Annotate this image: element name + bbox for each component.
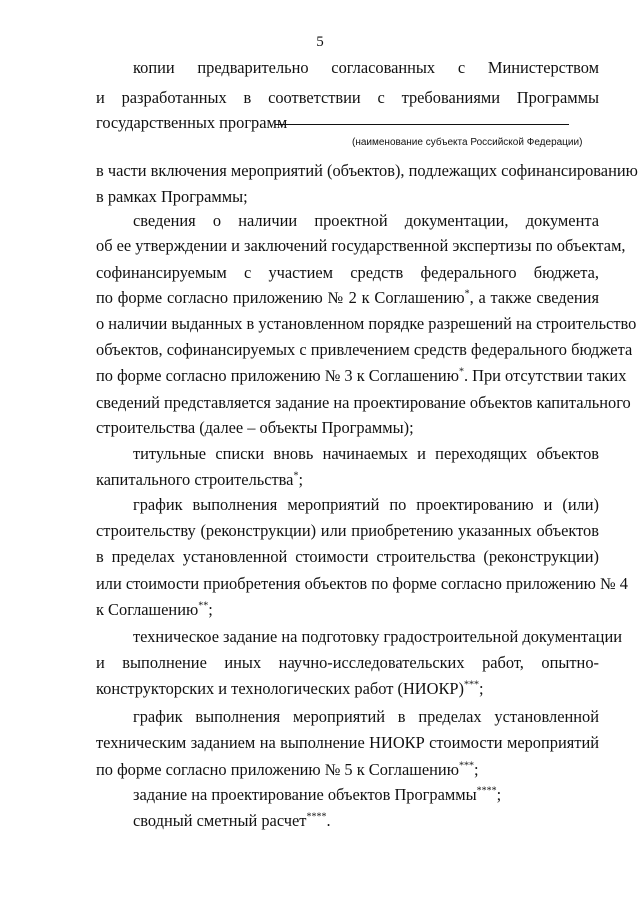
page-number: 5 — [316, 34, 324, 50]
text-line — [133, 785, 501, 805]
text-line: в части включения мероприятий (объектов), подлежащих софинансированию — [96, 161, 638, 180]
text-line: или стоимости приобретения объектов по форме согласно приложению № 4 — [96, 574, 628, 593]
text-segment: сводный сметный расчет — [133, 811, 307, 830]
text-line — [96, 470, 303, 490]
text-line — [96, 600, 213, 620]
text-segment: по форме согласно приложению № 3 к Соглашению — [96, 366, 459, 385]
text-line — [96, 679, 484, 699]
text-line: техническое задание на подготовку градостроительной документации — [133, 627, 622, 646]
text-line: копии предварительно согласованных с Министерством — [133, 58, 599, 77]
text-segment: капитального строительства — [96, 470, 294, 489]
text-line: и выполнение иных научно-исследовательских работ, опытно- — [96, 653, 599, 672]
text-segment: к Соглашению — [96, 600, 199, 619]
footnote-mark: **** — [476, 785, 497, 797]
text-line: строительству (реконструкции) или приобретению указанных объектов — [96, 521, 599, 540]
text-line — [96, 366, 627, 386]
text-line: строительства (далее – объекты Программы); — [96, 418, 414, 437]
text-line: и разработанных в соответствии с требованиями Программы — [96, 88, 599, 107]
text-line: объектов, софинансируемых с привлечением средств федерального бюджета — [96, 340, 633, 359]
text-segment: ; — [496, 785, 502, 804]
text-line: государственных программ — [96, 113, 288, 132]
text-line — [133, 811, 331, 831]
text-line: софинансируемым с участием средств федерального бюджета, — [96, 263, 599, 282]
footnote-mark: * — [464, 288, 470, 300]
text-segment: . При отсутствии таких — [463, 366, 627, 385]
text-line: об ее утверждении и заключений государственной экспертизы по объектам, — [96, 236, 626, 255]
footnote-mark: ** — [198, 600, 209, 612]
footnote-mark: * — [293, 470, 299, 482]
text-line: график выполнения мероприятий по проектированию и (или) — [133, 495, 599, 514]
text-segment: задание на проектирование объектов Программы — [133, 785, 477, 804]
footnote-mark: *** — [458, 760, 474, 772]
text-line: сведения о наличии проектной документации, документа — [133, 211, 599, 230]
text-line: график выполнения мероприятий в пределах установленной — [133, 707, 599, 726]
text-segment: по форме согласно приложению № 2 к Соглашению — [96, 288, 465, 307]
text-line — [96, 288, 599, 308]
text-line — [96, 760, 479, 780]
text-segment: по форме согласно приложению № 5 к Соглашению — [96, 760, 459, 779]
text-line: титульные списки вновь начинаемых и переходящих объектов — [133, 444, 599, 463]
blank-caption: (наименование субъекта Российской Федерации) — [352, 137, 583, 148]
text-line: техническим заданием на выполнение НИОКР стоимости мероприятий — [96, 733, 599, 752]
text-segment: . — [326, 811, 331, 830]
text-line: в рамках Программы; — [96, 187, 248, 206]
text-segment: , а также сведения — [469, 288, 599, 307]
text-segment: ; — [473, 760, 479, 779]
text-line: в пределах установленной стоимости строительства (реконструкции) — [96, 547, 599, 566]
footnote-mark: * — [458, 366, 464, 378]
text-segment: ; — [478, 679, 484, 698]
fill-in-blank-line — [275, 124, 569, 125]
text-line: сведений представляется задание на проектирование объектов капитального — [96, 393, 631, 412]
text-segment: конструкторских и технологических работ (НИОКР) — [96, 679, 464, 698]
text-segment: ; — [208, 600, 213, 619]
text-segment: ; — [298, 470, 304, 489]
text-line: о наличии выданных в установленном порядке разрешений на строительство — [96, 314, 637, 333]
footnote-mark: **** — [306, 811, 327, 823]
footnote-mark: *** — [463, 679, 479, 691]
